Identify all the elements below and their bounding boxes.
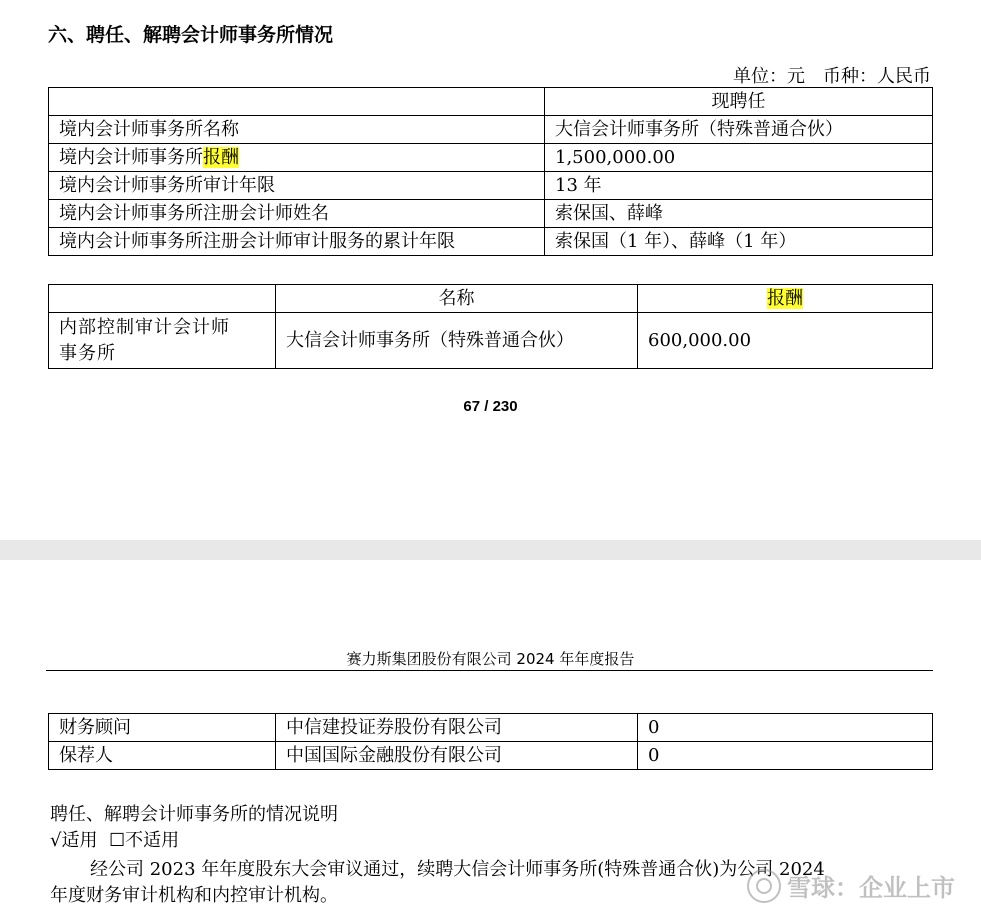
table-row (49, 313, 933, 369)
row-label (49, 313, 276, 369)
highlighted-term: 报酬 (203, 146, 239, 168)
header-cell-empty (49, 88, 545, 116)
table-header-row (49, 88, 933, 116)
unit-currency-note: 单位：元 币种：人民币 (733, 66, 931, 87)
row-label (49, 144, 545, 172)
table-row (49, 742, 933, 770)
applicability-options (50, 826, 179, 852)
explanation-title: 聘任、解聘会计师事务所的情况说明 (50, 804, 338, 825)
page-number: 67 / 230 (463, 398, 518, 415)
row-value: 13 年 (545, 172, 933, 200)
table-row (49, 172, 933, 200)
row-name: 中信建投证券股份有限公司 (276, 714, 638, 742)
table-row (49, 714, 933, 742)
table-row (49, 228, 933, 256)
label-line-2: 事务所 (59, 342, 116, 364)
highlighted-term: 报酬 (767, 287, 803, 309)
internal-control-audit-table (48, 284, 933, 369)
advisor-sponsor-table (48, 713, 933, 770)
row-value: 大信会计师事务所（特殊普通合伙） (545, 116, 933, 144)
body-text-line-2: 年度财务审计机构和内控审计机构。 (50, 885, 338, 906)
table-row (49, 200, 933, 228)
row-value: 索保国（1 年）、薛峰（1 年） (545, 228, 933, 256)
table-row (49, 144, 933, 172)
header-cell-name: 名称 (276, 285, 638, 313)
body-text-line-1: 经公司 2023 年年度股东大会审议通过，续聘大信会计师事务所(特殊普通合伙)为公司 2024 (90, 859, 825, 880)
auditor-engagement-table (48, 87, 933, 256)
header-cell-empty (49, 285, 276, 313)
section-title: 六、聘任、解聘会计师事务所情况 (48, 24, 334, 46)
header-rule (46, 670, 933, 671)
watermark-text: 雪球：企业上市 (787, 874, 955, 902)
label-line-1: 内部控制审计会计师 (59, 316, 230, 338)
empty-checkbox-icon: ☐ (108, 830, 126, 851)
check-mark-icon: √ (50, 830, 62, 851)
page-separator (0, 540, 981, 560)
header-cell-current: 现聘任 (545, 88, 933, 116)
row-label: 境内会计师事务所审计年限 (49, 172, 545, 200)
row-label: 财务顾问 (49, 714, 276, 742)
running-header: 赛力斯集团股份有限公司 2024 年年度报告 (346, 650, 635, 668)
snowball-logo-icon (747, 869, 781, 903)
row-name: 中国国际金融股份有限公司 (276, 742, 638, 770)
table-header-row (49, 285, 933, 313)
row-fee: 600,000.00 (638, 313, 933, 369)
row-name: 大信会计师事务所（特殊普通合伙） (276, 313, 638, 369)
table-row (49, 116, 933, 144)
report-page-68 (0, 560, 981, 915)
row-label: 境内会计师事务所名称 (49, 116, 545, 144)
applicable-label: 适用 (61, 830, 98, 851)
row-fee: 0 (638, 742, 933, 770)
watermark (747, 868, 955, 903)
row-label: 保荐人 (49, 742, 276, 770)
row-label: 境内会计师事务所注册会计师审计服务的累计年限 (49, 228, 545, 256)
header-cell-fee (638, 285, 933, 313)
row-value: 1,500,000.00 (545, 144, 933, 172)
row-value: 索保国、薛峰 (545, 200, 933, 228)
row-label: 境内会计师事务所注册会计师姓名 (49, 200, 545, 228)
row-fee: 0 (638, 714, 933, 742)
label-prefix: 境内会计师事务所 (59, 146, 203, 168)
not-applicable-label: 不适用 (125, 830, 180, 851)
